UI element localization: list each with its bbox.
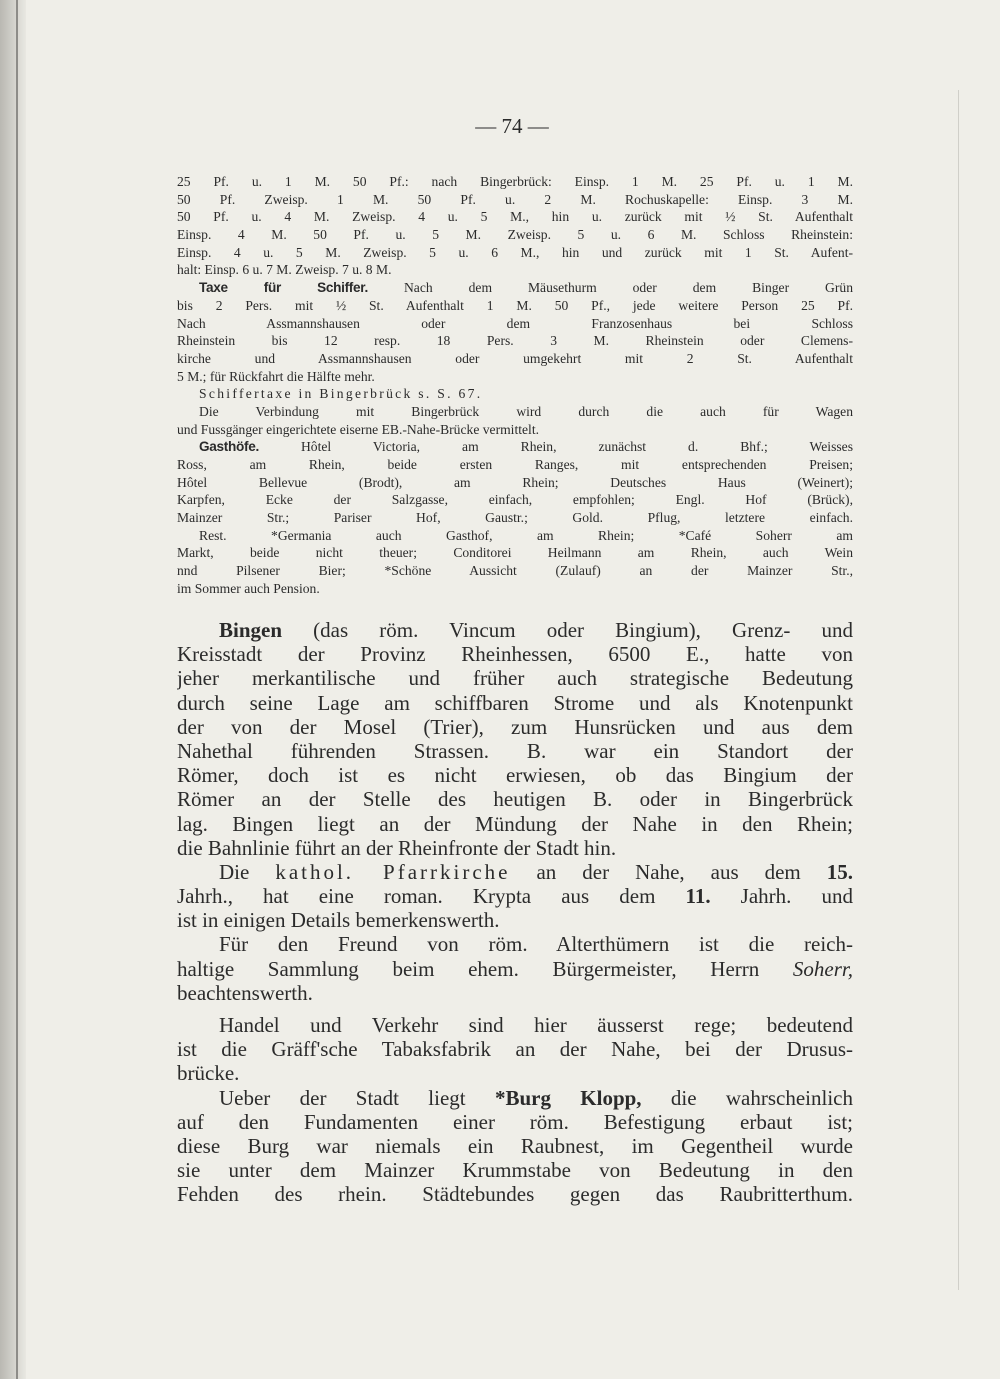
text-segment: Die — [219, 859, 276, 884]
text-segment: Jahrh. und — [710, 884, 853, 909]
text-line — [177, 884, 853, 908]
text-line: 5 M.; für Rückfahrt die Hälfte mehr. — [177, 368, 375, 384]
text-line: kirche und Assmannshausen oder umgekehrt mit 2 St. Aufenthalt — [177, 350, 853, 366]
text-line: beachtenswerth. — [177, 980, 313, 1005]
text-line: Nach Assmannshausen oder dem Franzosenhaus bei Schloss — [177, 315, 853, 331]
text-line: Schiffertaxe in Bingerbrück s. S. 67. — [199, 386, 483, 402]
text-line: Rest. *Germania auch Gasthof, am Rhein; *Café Soherr am — [199, 527, 853, 543]
text-line: lag. Bingen liegt an der Mündung der Nahe in den Rhein; — [177, 811, 853, 836]
text-line: die Bahnlinie führt an der Rheinfronte der Stadt hin. — [177, 835, 617, 860]
section-heading-boat-fares: Taxe für Schiffer. — [199, 280, 369, 296]
text-line: Für den Freund von röm. Alterthümern ist die reich- — [219, 932, 853, 957]
text-line: im Sommer auch Pension. — [177, 580, 320, 596]
text-segment: haltige Sammlung beim ehem. Bürgermeister, Herrn — [177, 956, 793, 981]
text-line: ist in einigen Details bemerkenswerth. — [177, 908, 500, 933]
text-line: halt: Einsp. 6 u. 7 M. Zweisp. 7 u. 8 M. — [177, 262, 392, 278]
text-line: Nahethal führenden Strassen. B. war ein Standort der — [177, 738, 853, 763]
text-line: Markt, beide nicht theuer; Conditorei Heilmann am Rhein, auch Wein — [177, 545, 853, 561]
text-line: sie unter dem Mainzer Krummstabe von Bedeutung in den — [177, 1158, 853, 1183]
text-segment: die wahrscheinlich — [641, 1085, 853, 1110]
text-line: Handel und Verkehr sind hier äusserst rege; bedeutend — [219, 1013, 853, 1037]
place-heading-bingen: Bingen — [219, 618, 283, 642]
page-number: — 74 — — [475, 114, 549, 138]
text-line: Einsp. 4 u. 5 M. Zweisp. 5 u. 6 M., hin und zurück mit 1 St. Aufent- — [177, 244, 853, 260]
text-line — [177, 438, 853, 456]
text-line — [177, 860, 853, 884]
text-line: Rheinstein bis 12 resp. 18 Pers. 3 M. Rheinstein oder Clemens- — [177, 333, 853, 349]
small-print-section — [177, 173, 853, 598]
text-line: bis 2 Pers. mit ½ St. Aufenthalt 1 M. 50 Pf., jede weitere Person 25 Pf. — [177, 297, 853, 313]
text-line: Einsp. 4 M. 50 Pf. u. 5 M. Zweisp. 5 u. 6 M. Schloss Rheinstein: — [177, 227, 853, 243]
text-line — [177, 957, 853, 981]
text-line: jeher merkantilische und früher auch strategische Bedeutung — [177, 666, 853, 691]
text-line: der von der Mosel (Trier), zum Hunsrücken und aus dem — [177, 714, 853, 739]
text-line — [177, 618, 853, 642]
text-line — [177, 1086, 853, 1110]
text-line: 50 Pf. u. 4 M. Zweisp. 4 u. 5 M., hin u. zurück mit ½ St. Aufenthalt — [177, 209, 853, 225]
text-segment: 15. — [826, 859, 853, 884]
text-line: Fehden des rhein. Städtebundes gegen das Raubritterthum. — [177, 1182, 853, 1207]
text-segment: an der Nahe, aus dem — [510, 859, 827, 884]
text-segment: Jahrh., hat eine roman. Krypta aus dem — [177, 884, 686, 909]
text-segment: Nach dem Mäusethurm oder dem Binger Grün — [368, 280, 853, 296]
text-segment: kathol. Pfarrkirche — [275, 859, 511, 884]
text-line: 50 Pf. Zweisp. 1 M. 50 Pf. u. 2 M. Rochuskapelle: Einsp. 3 M. — [177, 191, 853, 207]
text-line: Hôtel Bellevue (Brodt), am Rhein; Deutsches Haus (Weinert); — [177, 474, 853, 490]
text-line: 25 Pf. u. 1 M. 50 Pf.: nach Bingerbrück: Einsp. 1 M. 25 Pf. u. 1 M. — [177, 174, 853, 189]
text-line: Ross, am Rhein, beide ersten Ranges, mit entsprechenden Preisen; — [177, 457, 853, 472]
text-line — [177, 279, 853, 297]
text-line: nnd Pilsener Bier; *Schöne Aussicht (Zulauf) an der Mainzer Str., — [177, 563, 853, 579]
text-line: Mainzer Str.; Pariser Hof, Gaustr.; Gold. Pflug, letztere einfach. — [177, 510, 853, 526]
section-heading-hotels: Gasthöfe. — [199, 439, 259, 455]
text-line: Römer, doch ist es nicht erwiesen, ob das Bingium der — [177, 763, 853, 788]
text-segment: 11. — [685, 884, 711, 909]
text-line: Römer an der Stelle des heutigen B. oder in Bingerbrück — [177, 787, 853, 812]
text-line: auf den Fundamenten einer röm. Befestigung erbaut ist; — [177, 1109, 853, 1134]
text-segment: *Burg Klopp, — [494, 1085, 642, 1110]
text-segment: Hôtel Victoria, am Rhein, zunächst d. Bhf.; Weisses — [259, 439, 853, 455]
text-line: ist die Gräff'sche Tabaksfabrik an der Nahe, bei der Drusus- — [177, 1037, 853, 1062]
text-line: Karpfen, Ecke der Salzgasse, einfach, empfohlen; Engl. Hof (Brück), — [177, 492, 853, 508]
text-segment: Soherr, — [792, 956, 853, 981]
text-line: Die Verbindung mit Bingerbrück wird durch die auch für Wagen — [199, 403, 853, 419]
text-line: und Fussgänger eingerichtete eiserne EB.-Nahe-Brücke vermittelt. — [177, 421, 539, 437]
text-segment: (das röm. Vincum oder Bingium), Grenz- und — [282, 618, 853, 642]
text-line: durch seine Lage am schiffbaren Strome und als Knotenpunkt — [177, 690, 853, 715]
page-edge — [958, 90, 959, 1290]
text-line: diese Burg war niemals ein Raubnest, im Gegentheil wurde — [177, 1133, 853, 1158]
text-line: brücke. — [177, 1061, 240, 1086]
book-binding-shadow — [0, 0, 26, 1379]
text-line: Kreisstadt der Provinz Rheinhessen, 6500 E., hatte von — [177, 642, 853, 667]
text-segment: Ueber der Stadt liegt — [219, 1085, 495, 1110]
book-gutter-line — [16, 0, 18, 1379]
main-text-section — [177, 618, 853, 1207]
